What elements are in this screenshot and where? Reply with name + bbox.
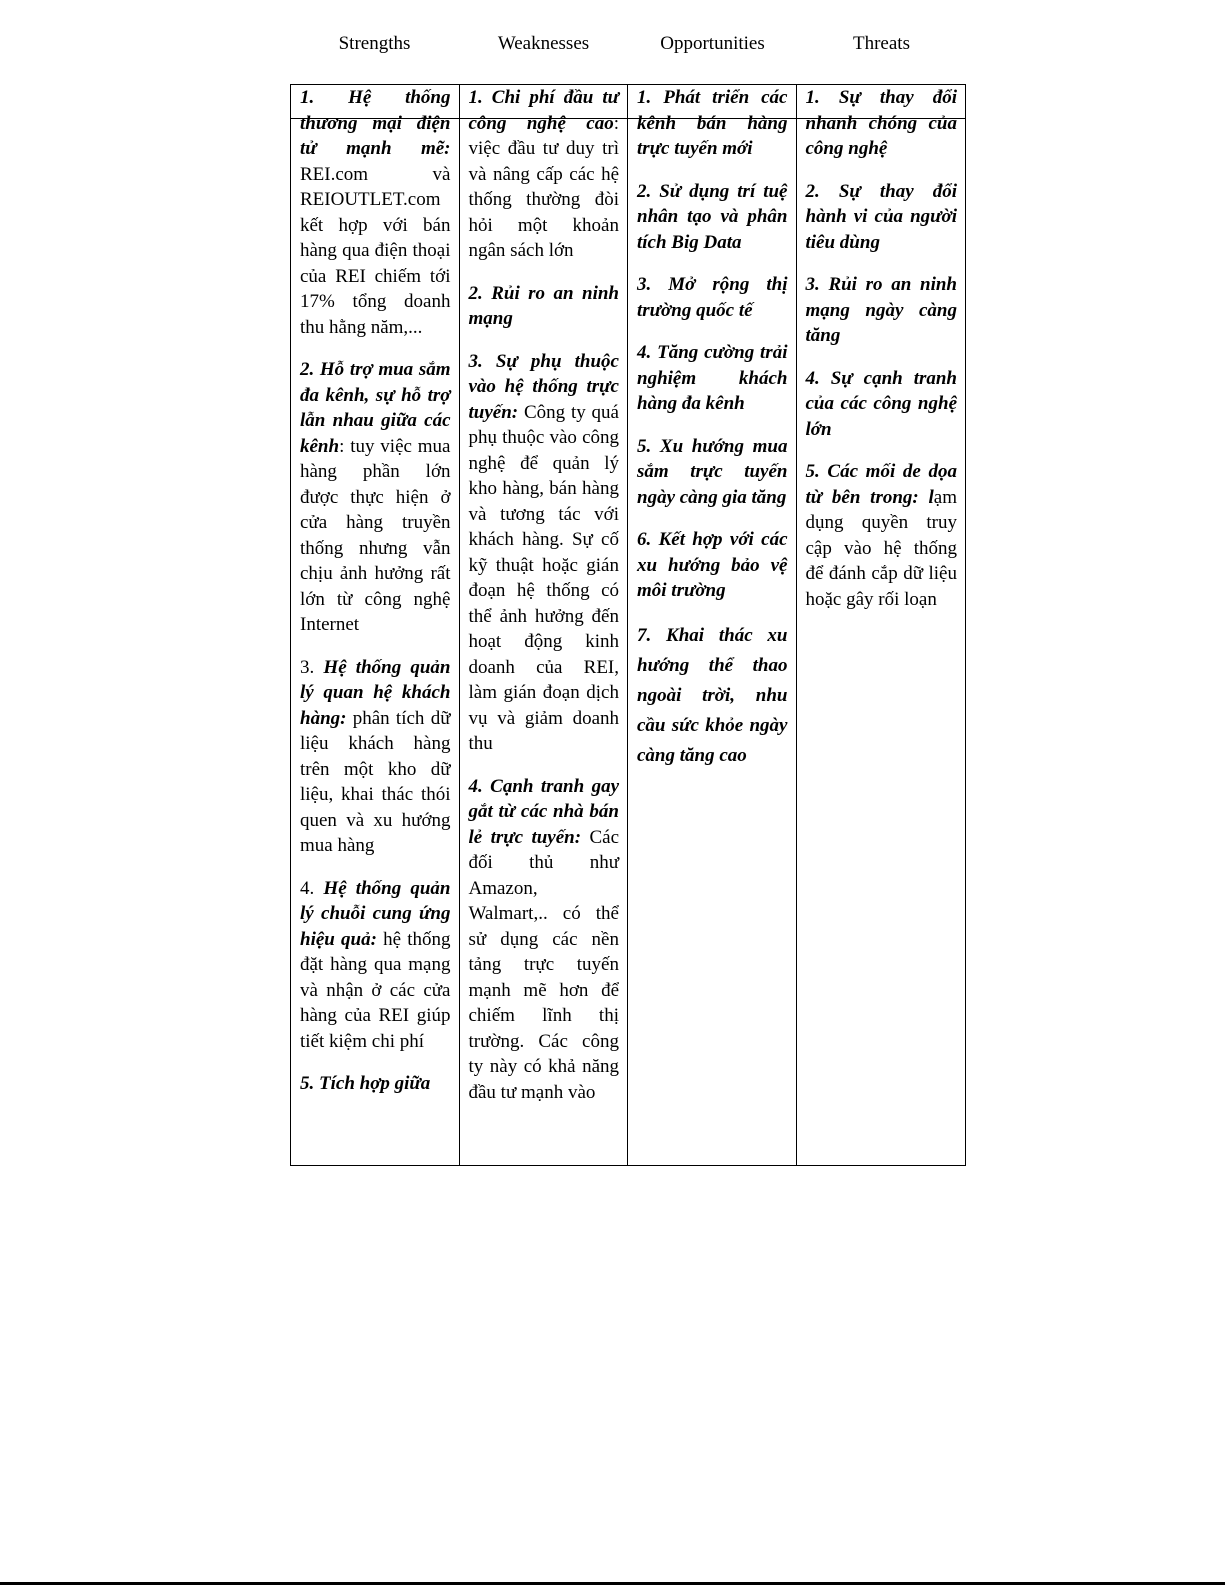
opportunity-item-5-title: 5. Xu hướng mua sắm trực tuyến ngày càng gia tăng (637, 435, 788, 508)
opportunity-item-1 (637, 85, 788, 162)
strength-item-5 (300, 1071, 451, 1097)
row-divider-line (291, 118, 459, 119)
opportunity-item-3 (637, 272, 788, 323)
weakness-item-2-title: Rủi ro an ninh mạng (468, 282, 619, 329)
weakness-item-4-body: Các đối thủ như Amazon, Walmart,.. có thể sử dụng các nền tảng trực tuyến mạnh mẽ hơn để chiếm lĩnh thị trường. Các công ty này có khả năng đầu tư mạnh vào (468, 826, 619, 1103)
strength-item-2-body: : tuy việc mua hàng phần lớn được thực hiện ở cửa hàng truyền thống nhưng vẫn chịu ảnh hưởng rất lớn từ công nghệ Internet (300, 435, 451, 635)
threat-item-2 (806, 179, 958, 256)
threat-item-5-body: ạm dụng quyền truy cập vào hệ thống để đánh cắp dữ liệu hoặc gây rối loạn (805, 486, 957, 610)
strength-item-3-num: 3. (300, 656, 324, 678)
strength-item-2-title: 2. Hỗ trợ mua sắm đa kênh, sự hỗ trợ lẫn nhau giữa các kênh (300, 359, 451, 457)
threat-item-4 (806, 366, 958, 443)
opportunity-item-6 (637, 527, 788, 604)
header-strengths: Strengths (338, 33, 411, 54)
strength-item-4-title: Hệ thống quản lý chuỗi cung ứng hiệu quả: (300, 877, 451, 950)
opportunity-item-3-title: 3. Mở rộng thị trường quốc tế (637, 274, 788, 321)
weakness-item-4 (469, 774, 620, 1106)
strength-item-2 (300, 357, 451, 638)
threat-item-1 (806, 85, 958, 162)
opportunity-item-1-title: 1. Phát triển các kênh bán hàng trực tuyến mới (637, 87, 788, 159)
strength-item-5-title: 5. Tích hợp giữa (300, 1073, 431, 1094)
strength-item-4 (300, 876, 451, 1055)
threat-item-3 (806, 272, 958, 349)
column-opportunities (628, 85, 797, 1165)
strength-item-3 (300, 655, 451, 859)
row-divider-line (797, 118, 966, 119)
weakness-item-2-num: 2. (468, 282, 492, 304)
weakness-item-3 (469, 349, 620, 757)
weakness-item-1 (469, 85, 620, 264)
threat-item-4-title: 4. Sự cạnh tranh của các công nghệ lớn (805, 367, 957, 440)
column-threats (797, 85, 966, 1165)
threat-item-3-title: 3. Rủi ro an ninh mạng ngày càng tăng (805, 274, 957, 346)
opportunity-item-4 (637, 340, 788, 417)
weakness-item-3-title: 3. Sự phụ thuộc vào hệ thống trực tuyến: (468, 350, 619, 423)
strength-item-3-body: phân tích dữ liệu khách hàng trên một kho dữ liệu, khai thác thói quen và xu hướng mua hàng (300, 707, 451, 856)
column-weaknesses (460, 85, 629, 1165)
row-divider-line (460, 118, 628, 119)
strength-item-4-num: 4. (300, 877, 324, 899)
opportunity-item-4-title: 4. Tăng cường trải nghiệm khách hàng đa kênh (637, 342, 788, 414)
opportunity-item-5 (637, 434, 788, 511)
threat-item-2-title: 2. Sự thay đổi hành vi của người tiêu dùng (805, 180, 957, 253)
opportunity-item-7-title: 7. Khai thác xu hướng thể thao ngoài trời, nhu cầu sức khỏe ngày càng tăng cao (637, 624, 788, 766)
opportunity-item-2 (637, 179, 788, 256)
opportunity-item-6-title: 6. Kết hợp với các xu hướng bảo vệ môi trường (637, 529, 788, 601)
opportunity-item-7 (637, 621, 788, 771)
column-strengths (291, 85, 460, 1165)
header-opportunities: Opportunities (660, 33, 765, 54)
weakness-item-3-body: Công ty quá phụ thuộc vào công nghệ để quản lý kho hàng, bán hàng và tương tác với khách hàng. Sự cố kỹ thuật hoặc gián đoạn hệ thống có thể ảnh hưởng đến hoạt động kinh doanh của REI, làm gián đoạn dịch vụ và giảm doanh thu (468, 401, 619, 754)
threat-item-5 (806, 459, 958, 612)
swot-table (290, 84, 966, 1166)
weakness-item-1-title: 1. Chi phí đầu tư công nghệ cao (468, 87, 619, 134)
header-weaknesses: Weaknesses (497, 33, 590, 54)
opportunity-item-2-title: 2. Sử dụng trí tuệ nhân tạo và phân tích Big Data (637, 180, 788, 253)
weakness-item-2 (469, 281, 620, 332)
strength-item-4-body: hệ thống đặt hàng qua mạng và nhận ở các cửa hàng của REI giúp tiết kiệm chi phí (300, 928, 451, 1052)
header-threats: Threats (853, 33, 910, 54)
threat-item-1-title: 1. Sự thay đổi nhanh chóng của công nghệ (805, 87, 957, 159)
threat-item-5-title: 5. Các mối de dọa từ bên trong: l (805, 461, 957, 508)
weakness-item-1-body: : việc đầu tư duy trì và nâng cấp các hệ thống thường đòi hỏi một khoản ngân sách lớn (468, 112, 619, 261)
weakness-item-4-title: 4. Cạnh tranh gay gắt từ các nhà bán lẻ trực tuyến: (468, 775, 619, 848)
strength-item-3-title: Hệ thống quản lý quan hệ khách hàng: (300, 656, 451, 729)
strength-item-1 (300, 85, 451, 340)
strength-item-1-title: 1. Hệ thống thương mại điện tử mạnh mẽ: (300, 87, 451, 159)
swot-header-row (290, 32, 966, 56)
strength-item-1-body: REI.com và REIOUTLET.com kết hợp với bán hàng qua điện thoại của REI chiếm tới 17% tổng doanh thu hằng năm,... (300, 163, 451, 338)
row-divider-line (628, 118, 796, 119)
